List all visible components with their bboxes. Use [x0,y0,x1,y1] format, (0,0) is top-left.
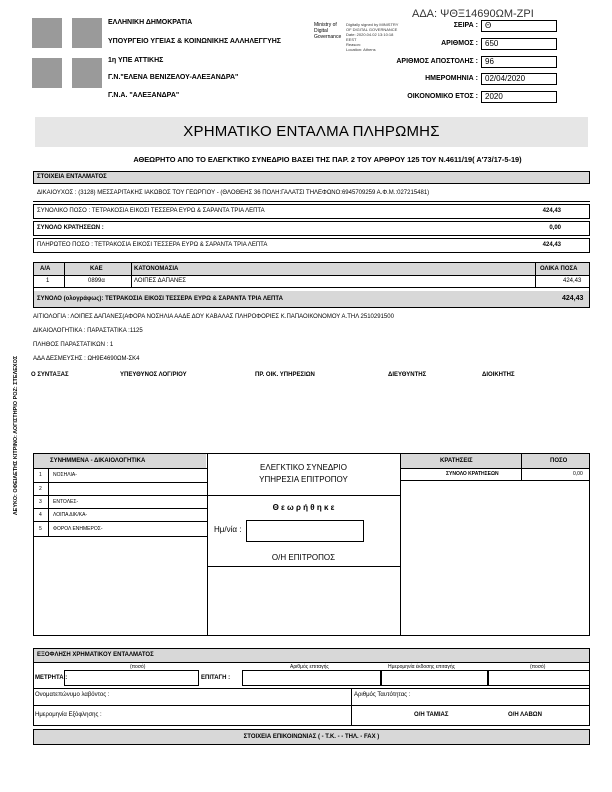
total-amount-row: ΣΥΝΟΛΙΚΟ ΠΟΣΟ : ΤΕΤΡΑΚΟΣΙΑ ΕΙΚΟΣΙ ΤΕΣΣΕΡΑ ΕΥΡΩ & ΣΑΡΑΝΤΑ ΤΡΙΑ ΛΕΠΤΑ 424,43 [33,204,590,219]
header-line4: Γ.Ν."ΕΛΕΝΑ ΒΕΝΙΖΕΛΟΥ-ΑΛΕΞΑΝΔΡΑ" [108,74,239,81]
header-line1: ΕΛΛΗΝΙΚΗ ΔΗΜΟΚΡΑΤΙΑ [108,19,193,26]
header-line2: ΥΠΟΥΡΓΕΙΟ ΥΓΕΙΑΣ & ΚΟΙΝΩΝΙΚΗΣ ΑΛΛΗΛΕΓΓΥΗΣ [108,38,282,45]
sig-diefthyntis: ΔΙΕΥΘΥΝΤΗΣ [388,372,427,378]
sig-logistiriou: ΥΠΕΥΘΥΝΟΣ ΛΟΓ/ΡΙΟΥ [120,372,187,378]
item-name: ΛΟΙΠΕΣ ΔΑΠΑΝΕΣ [134,278,186,284]
header-line5: Γ.Ν.Α. "ΑΛΕΞΑΝΔΡΑ" [108,92,180,99]
audit-line2: ΥΠΗΡΕΣΙΑ ΕΠΙΤΡΟΠΟΥ [259,475,348,484]
attach-n2: 2 [39,486,42,492]
document-subtitle: ΑΘΕΩΡΗΤΟ ΑΠΟ ΤΟ ΕΛΕΓΚΤΙΚΟ ΣΥΝΕΔΡΙΟ ΒΑΣΕΙ ΤΗΣ ΠΑΡ. 2 ΤΟΥ ΑΡΘΡΟΥ 125 ΤΟΥ Ν.4611/19( Α'73/17-5-19) [133,155,522,164]
attach-n4: 4 [39,512,42,518]
audit-epitropos: Ο/Η ΕΠΙΤΡΟΠΟΣ [271,553,336,562]
arithmos-label: ΑΡΙΘΜΟΣ : [441,40,478,47]
copy-color-legend: ΛΕΥΚΟ: ΟΦΕΙΛΕΤΗΣ ΚΙΤΡΙΝΟ: ΛΟΓΙΣΤΗΡΙΟ ΡΟΖ: ΣΤΕΛΕΧΟΣ [13,355,19,515]
deductions-header: ΚΡΑΤΗΣΕΙΣ [440,458,473,464]
seira-field: Θ [481,20,557,32]
poso1: (ποσό) [130,664,146,670]
digital-signature-details: Digitally signed by MINISTRY OF DIGITAL GOVERNANCE Date: 2020.04.02 13:10:18 EEST Reason: Location: Athens [346,22,399,52]
poso2: (ποσό) [530,664,546,670]
sig-syntaxas: Ο ΣΥΝΤΑΞΑΣ [31,372,69,378]
attach-n3: 3 [39,499,42,505]
dikaiouxos: ΔΙΚΑΙΟΥΧΟΣ : (3128) ΜΕΣΣΑΡΙΤΑΚΗΣ ΙΑΚΩΒΟΣ ΤΟΥ ΓΕΩΡΓΙΟΥ - (ΘΛΟΘΕΗΣ 36 ΠΟΛΗ:ΓΑΛΑΤΣΙ ΤΗΛΕΦΩΝΟ:6945709259 Α.Φ.Μ.:027215481) [37,190,430,196]
cash-label: ΜΕΤΡΗΤΑ : [35,675,68,681]
col-aa: Α/Α [40,266,51,272]
apostolis-field: 96 [481,56,557,68]
cash-input[interactable] [64,670,199,686]
audit-line1: ΕΛΕΓΚΤΙΚΟ ΣΥΝΕΔΡΙΟ [260,463,347,472]
arithmos-field: 650 [481,38,557,50]
id-number-label: Αριθμός Ταυτότητας : [354,692,411,698]
header-line3: 1η ΥΠΕ ΑΤΤΙΚΗΣ [108,57,164,64]
attach-n1: 1 [39,472,42,478]
contact-footer: ΣΤΟΙΧΕΙΑ ΕΠΙΚΟΙΝΩΝΙΑΣ ( - Τ.Κ. - - ΤΗΛ. - FAX ) [243,734,380,740]
date-field: 02/04/2020 [481,73,557,85]
cross-logo [32,18,102,88]
item-aa: 1 [46,278,50,284]
year-label: ΟΙΚΟΝΟΜΙΚΟ ΕΤΟΣ : [407,93,478,100]
ada-watermark: ΑΔΑ: ΨΘΞ14690ΩΜ-ΖΡΙ [412,8,534,20]
cashier-label: Ο/Η ΤΑΜΙΑΣ [414,712,449,718]
check-number-label: Αριθμός επιταγής [290,664,329,670]
audit-date-input[interactable] [246,520,364,542]
item-kae: 0899α [88,278,105,284]
deductions-amount-row: ΣΥΝΟΛΟ ΚΡΑΤΗΣΕΩΝ : 0,00 [33,221,590,236]
payment-date-label: Ημερομηνία Εξόφλησης : [35,712,102,718]
attach-label4: ΛΟΙΠΑ ΔΙΚ/ΚΑ- [53,512,88,518]
check-amount-input[interactable] [488,670,590,686]
check-date-label: Ημερομηνία έκδοσης επιταγής [388,664,456,670]
attach-n5: 5 [39,526,42,532]
attach-label1: ΝΟΣΗΛΙΑ- [53,472,77,478]
deductions-total-label: ΣΥΝΟΛΟ ΚΡΑΤΗΣΕΩΝ [446,471,499,477]
item-amount: 424,43 [563,278,582,284]
document-title: ΧΡΗΜΑΤΙΚΟ ΕΝΤΑΛΜΑ ΠΛΗΡΩΜΗΣ [183,123,440,140]
plithos-parastatikon: ΠΛΗΘΟΣ ΠΑΡΑΣΤΑΤΙΚΩΝ : 1 [33,342,114,348]
audit-date-label: Ημ/νία : [214,525,242,534]
settlement-title: ΕΞΟΦΛΗΣΗ ΧΡΗΜΑΤΙΚΟΥ ΕΝΤΑΛΜΑΤΟΣ [37,652,154,658]
check-number-input[interactable] [242,670,381,686]
check-label: ΕΠΙΤΑΓΗ : [201,675,231,681]
col-kae: ΚΑΕ [90,266,103,272]
theorithike: Θ ε ω ρ ή θ η κ ε [272,503,335,512]
apostolis-label: ΑΡΙΘΜΟΣ ΑΠΟΣΤΟΛΗΣ : [396,58,478,65]
date-label: ΗΜΕΡΟΜΗΝΙΑ : [425,75,478,82]
col-olika-posa: ΟΛΙΚΑ ΠΟΣΑ [540,266,578,272]
section-data-title: ΣΤΟΙΧΕΙΑ ΕΝΤΑΛΜΑΤΟΣ [37,174,107,180]
payable-amount-row: ΠΛΗΡΩΤΕΟ ΠΟΣΟ : ΤΕΤΡΑΚΟΣΙΑ ΕΙΚΟΣΙ ΤΕΣΣΕΡΑ ΕΥΡΩ & ΣΑΡΑΝΤΑ ΤΡΙΑ ΛΕΠΤΑ 424,43 [33,238,590,253]
year-field: 2020 [481,91,557,103]
sig-oik-ypiresion: ΠΡ. ΟΙΚ. ΥΠΗΡΕΣΙΩΝ [255,372,315,378]
recipient-label: Ονοματεπώνυμο λαβόντος : [35,692,110,698]
seira-label: ΣΕΙΡΑ : [453,22,478,29]
attach-label5: ΦΟΡΟΛ ΕΝΗΜΕΡΟΣ- [53,526,103,532]
attach-label3: ΕΝΤΟΛΕΣ- [53,499,79,505]
digital-signature-stamp: Ministry of Digital Governance [314,22,342,40]
col-katonomasia: ΚΑΤΟΝΟΜΑΣΙΑ [134,266,179,272]
receiver-label: Ο/Η ΛΑΒΩΝ [508,712,542,718]
check-date-input[interactable] [381,670,488,686]
sig-dioikitis: ΔΙΟΙΚΗΤΗΣ [482,372,515,378]
deductions-amount-header: ΠΟΣΟ [550,458,568,464]
items-total-label: ΣΥΝΟΛΟ (ολογράφως): ΤΕΤΡΑΚΟΣΙΑ ΕΙΚΟΣΙ ΤΕΣΣΕΡΑ ΕΥΡΩ & ΣΑΡΑΝΤΑ ΤΡΙΑ ΛΕΠΤΑ [37,296,283,302]
dikaiologitika: ΔΙΚΑΙΟΛΟΓΗΤΙΚΑ : ΠΑΡΑΣΤΑΤΙΚΑ :1125 [33,328,143,334]
deductions-total: 0,00 [573,471,583,477]
aitiologia: ΑΙΤΙΟΛΟΓΙΑ : ΛΟΙΠΕΣ ΔΑΠΑΝΕΣ(ΑΦΟΡΑ ΝΟΣΗΛΙΑ ΑΑΔΕ ΔΟΥ ΚΑΒΑΛΑΣ ΠΛΗΡΟΦΟΡΙΕΣ Κ.ΠΑΠΑΟΙΚΟΝΟΜΟΥ Α.ΤΗΛ 2510291500 [33,314,394,320]
items-total-amount: 424,43 [562,295,584,302]
ada-desmeysis: ΑΔΑ ΔΕΣΜΕΥΣΗΣ : ΩΗ9Ε4690ΩΜ-ΣΚ4 [33,356,140,362]
attachments-title: ΣΥΝΗΜΜΕΝΑ - ΔΙΚΑΙΟΛΟΓΗΤΙΚΑ [50,458,146,464]
